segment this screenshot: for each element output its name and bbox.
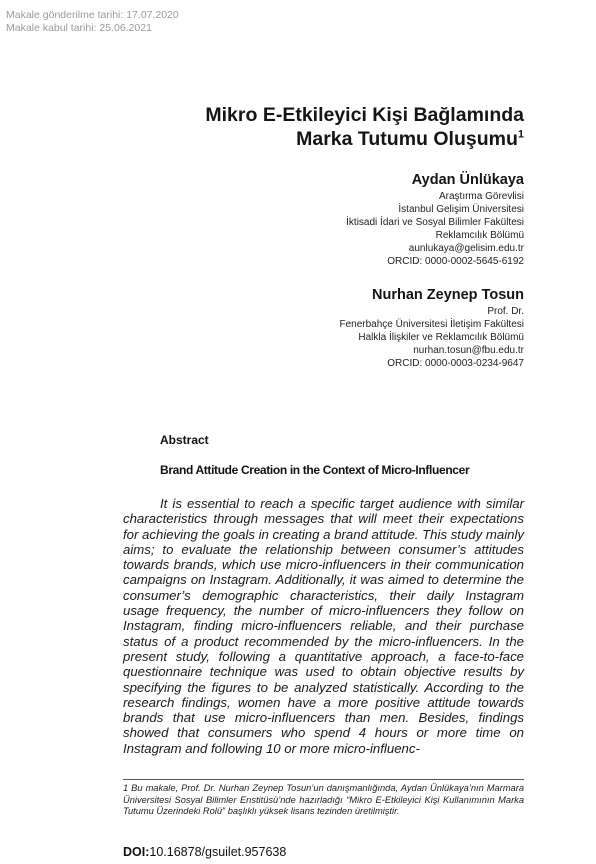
author-name: Aydan Ünlükaya [411, 172, 524, 188]
title-footnote-mark[interactable]: 1 [517, 128, 524, 141]
title-line-2: Marka Tutumu Oluşumu$^1$ [296, 128, 524, 150]
doi-link[interactable]: 10.16878/gsuilet.957638 [149, 845, 287, 859]
footnote-divider [123, 779, 524, 780]
abstract-heading: Abstract [160, 433, 209, 447]
author-email[interactable]: aunlukaya@gelisim.edu.tr [408, 242, 524, 254]
author-faculty: Fenerbahçe Üniversitesi İletişim Fakültesi [339, 318, 524, 330]
submitted-date: Makale gönderilme tarihi: 17.07.2020 [6, 9, 179, 21]
doi-label: DOI: [123, 845, 150, 859]
author-title: Araştırma Görevlisi [438, 191, 524, 202]
author-name: Nurhan Zeynep Tosun [372, 287, 524, 303]
article-title [205, 103, 524, 151]
author-department: Halkla İlişkiler ve Reklamcılık Bölümü [358, 331, 524, 343]
author-email[interactable]: nurhan.tosun@fbu.edu.tr [413, 344, 524, 356]
author-department: Reklamcılık Bölümü [435, 229, 524, 241]
submission-dates [6, 9, 179, 35]
title-line-1: Mikro E-Etkileyici Kişi Bağlamında [205, 104, 524, 126]
author-block-2 [339, 286, 524, 371]
abstract-body: It is essential to reach a specific target audience with similar characteristics through messages that will meet their expectations for achieving the goals in creating a brand attitude. This study mainly aims; to evaluate the relationship between consumer’s attitudes towards brands, which use micro-influencers in their communication campaigns on Instagram. Additionally, it was aimed to determine the consumer’s demographic characteristics, their daily Instagram usage frequency, the number of micro-influencers they follow on Instagram, finding micro-influencers reliable, and their purchase status of a product recommended by the micro-influencers. In the present study, following a quantitative approach, a face-to-face questionnaire technique was used to obtain objective results by specifying the figures to be analyzed statistically. According to the research findings, women have a more positive attitude towards brands that use micro-influencers than men. Besides, findings showed that consumers who spend 4 hours or more time on Instagram and following 10 or more micro-influenc- [123, 496, 524, 756]
author-orcid: ORCID: 0000-0003-0234-9647 [387, 357, 524, 369]
author-faculty: İktisadi İdari ve Sosyal Bilimler Fakültesi [346, 216, 524, 228]
author-title: Prof. Dr. [487, 306, 524, 317]
author-block-1 [346, 171, 524, 268]
author-orcid: ORCID: 0000-0002-5645-6192 [387, 255, 524, 267]
doi [123, 845, 286, 859]
author-university: İstanbul Gelişim Üniversitesi [398, 203, 524, 215]
footnote: 1 Bu makale, Prof. Dr. Nurhan Zeynep Tosun’un danışmanlığında, Aydan Ünlükaya’nın Marmara Üniversitesi Sosyal Bilimler Enstitüsü’nde hazırladığı “Mikro E-Etkileyici Kişi Kullanımının Marka Tutumu Üzerindeki Rolü” başlıklı yüksek lisans tezinden üretilmiştir. [123, 783, 524, 817]
accepted-date: Makale kabul tarihi: 25.06.2021 [6, 22, 152, 34]
abstract-title: Brand Attitude Creation in the Context of Micro-Influencer [160, 463, 470, 477]
